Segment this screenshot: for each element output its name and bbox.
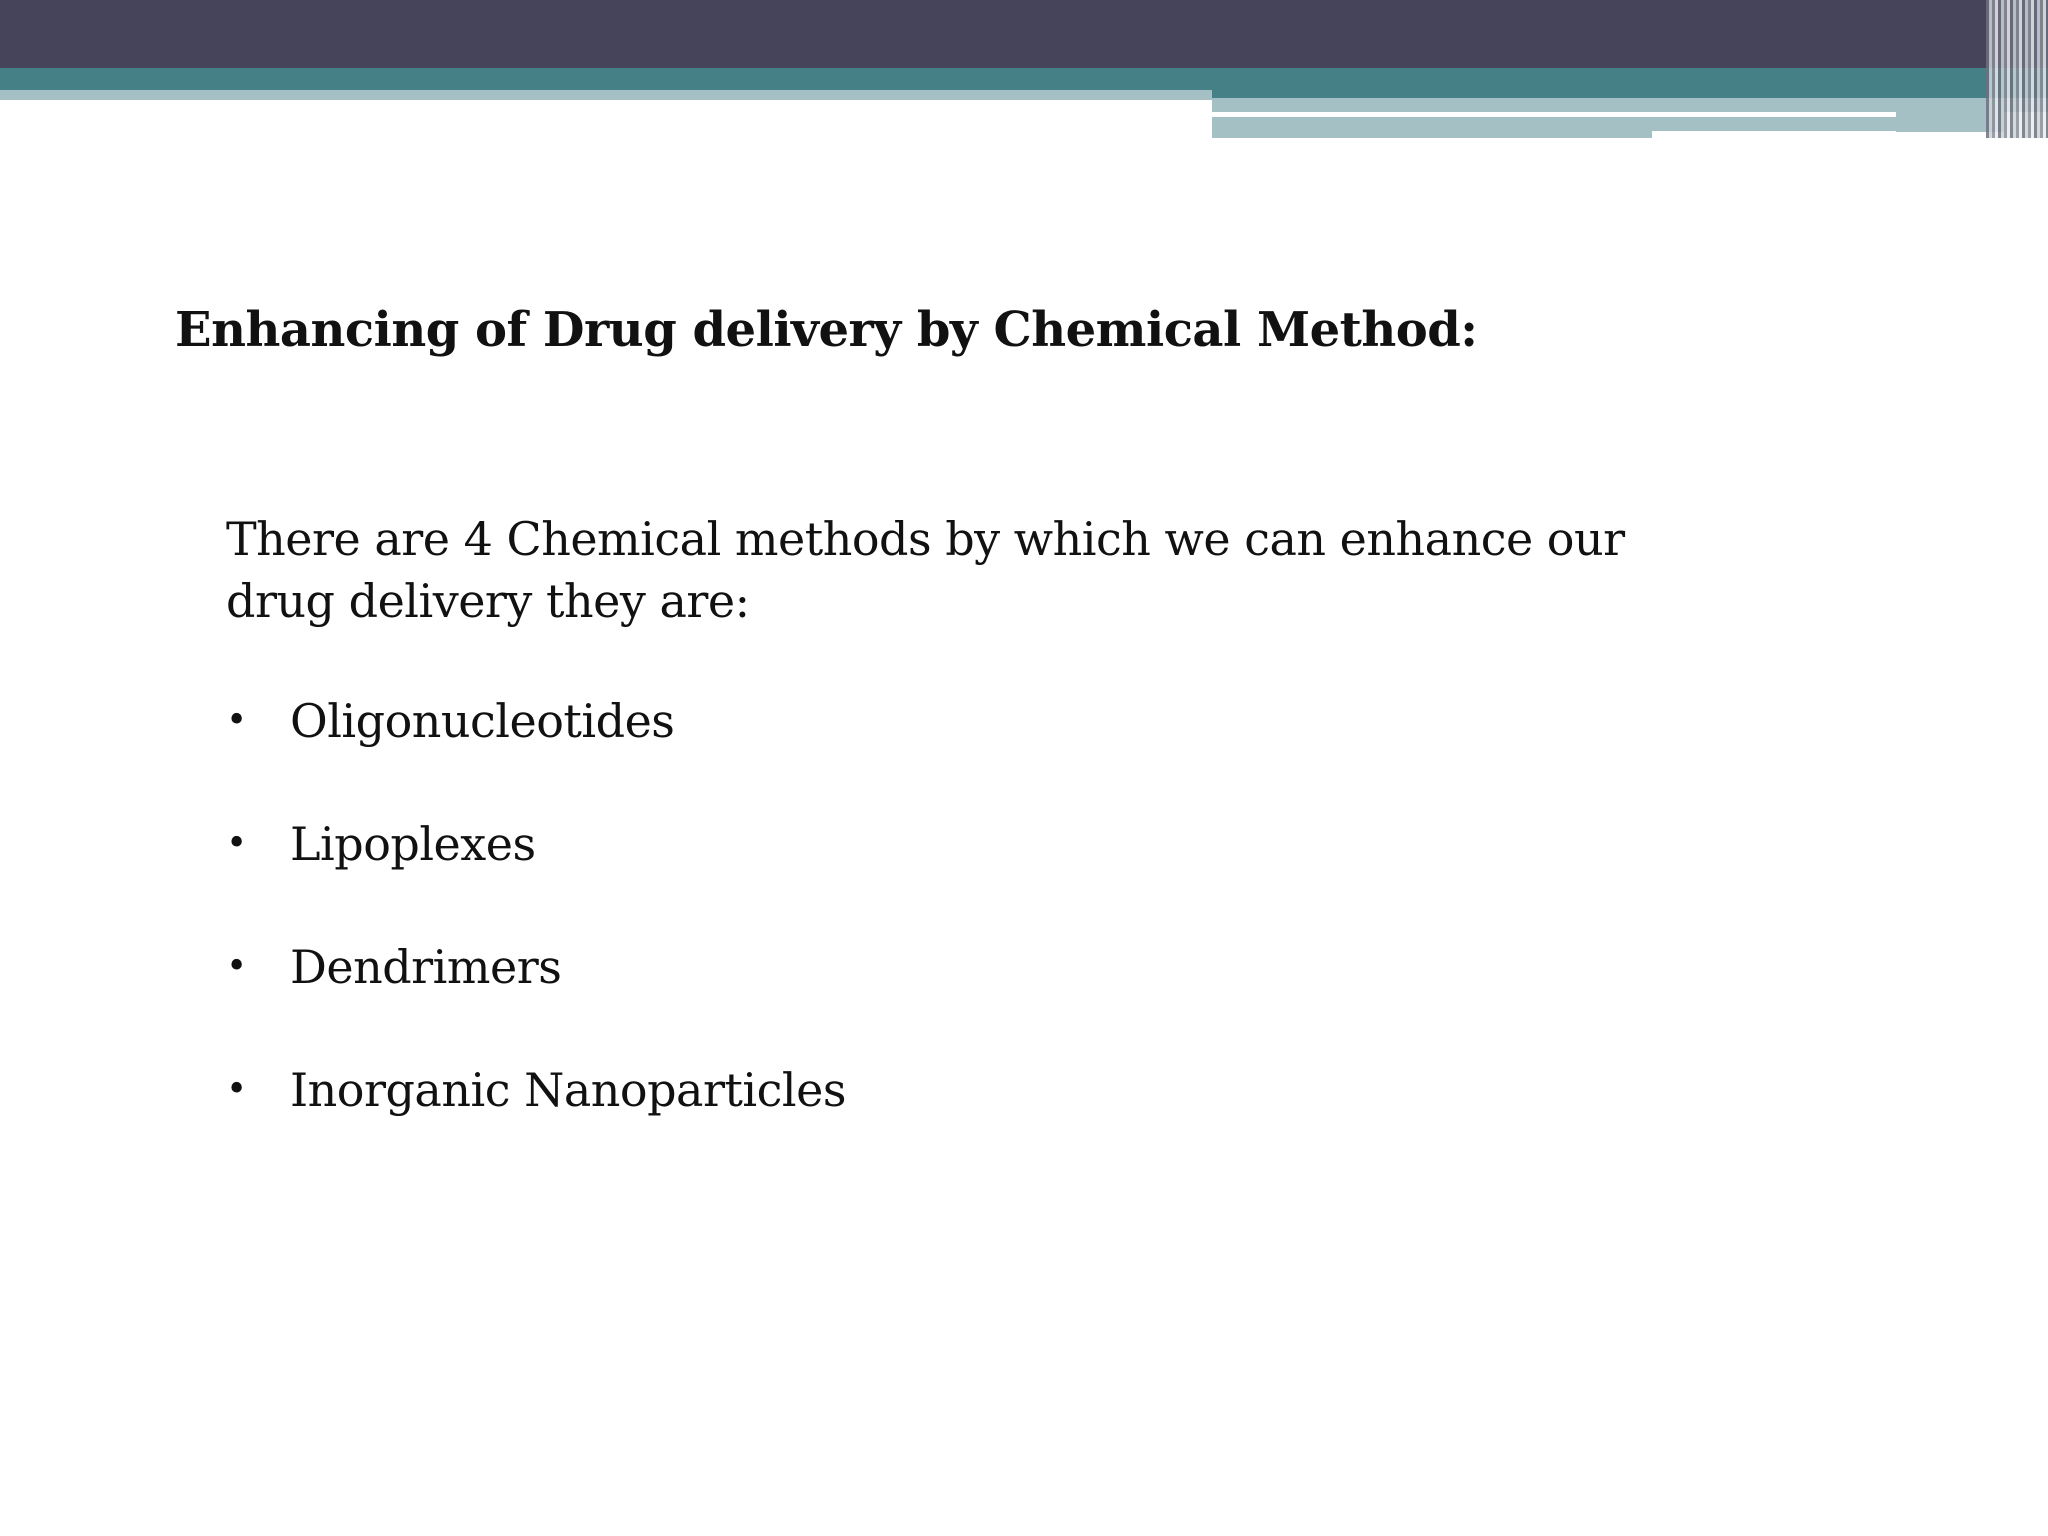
header-stripes [1986,0,2048,138]
bullet-icon: • [226,946,247,987]
header-band-light-right-lower-short [1652,117,1896,131]
method-label: Dendrimers [290,940,562,994]
method-label: Inorganic Nanoparticles [290,1063,846,1117]
slide-title: Enhancing of Drug delivery by Chemical Method: [175,302,1478,358]
bullet-icon: • [226,1069,247,1110]
method-label: Lipoplexes [290,817,536,871]
slide-intro-text: There are 4 Chemical methods by which we can enhance our drug delivery they are: [226,512,1625,628]
method-label: Oligonucleotides [290,694,675,748]
header-band-light-right-lower [1212,117,1652,138]
header-band-light-left [0,90,1212,100]
bullet-icon: • [226,700,247,741]
header-band-teal-left [0,68,1212,90]
header-band-dark [0,0,2048,68]
bullet-icon: • [226,823,247,864]
header-band-teal-right [1212,68,2048,98]
